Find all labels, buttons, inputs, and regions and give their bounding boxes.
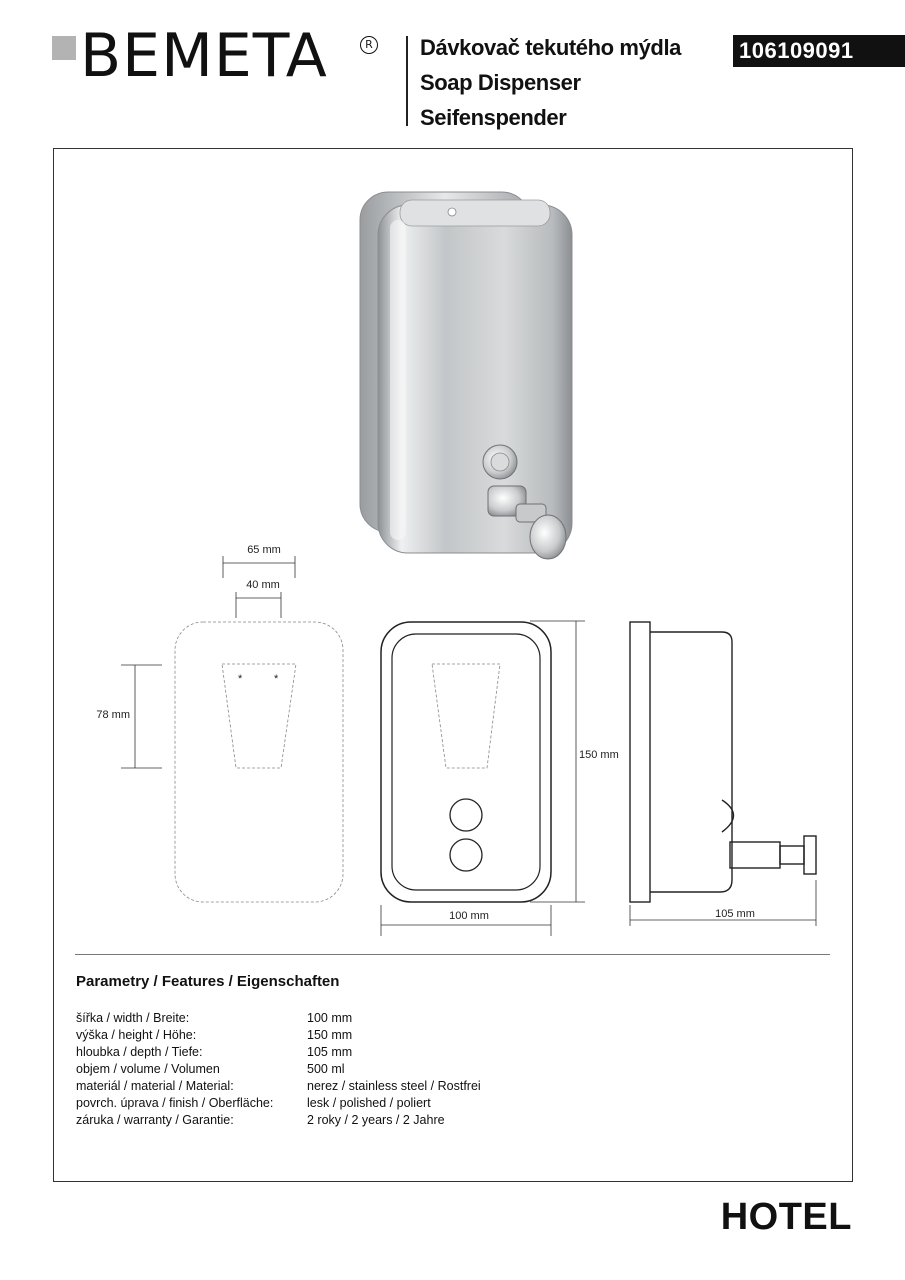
spec-row — [76, 1095, 481, 1112]
dim-100mm-label: 100 mm — [449, 910, 489, 922]
title-cs: Dávkovač tekutého mýdla — [420, 35, 682, 60]
dim-105mm-label: 105 mm — [715, 908, 755, 920]
spec-label: povrch. úprava / finish / Oberfläche: — [76, 1096, 274, 1110]
spec-row — [76, 1112, 481, 1129]
brand-logo: BEMETA — [80, 21, 328, 91]
title-en: Soap Dispenser — [420, 70, 581, 95]
spec-value: 150 mm — [307, 1028, 353, 1042]
category-label: HOTEL — [720, 1196, 852, 1238]
side-view — [630, 622, 816, 902]
screw-mark-left: * — [238, 673, 243, 685]
spec-label: objem / volume / Volumen — [76, 1062, 220, 1076]
features-separator — [75, 954, 830, 955]
dim-65mm-label: 65 mm — [247, 544, 281, 556]
front-view — [381, 622, 551, 902]
registered-mark: R — [360, 36, 378, 54]
spec-value: nerez / stainless steel / Rostfrei — [307, 1079, 481, 1093]
spec-table — [76, 1010, 481, 1129]
spec-value: 105 mm — [307, 1045, 353, 1059]
dim-150mm-label: 150 mm — [579, 749, 619, 761]
spec-value: 2 roky / 2 years / 2 Jahre — [307, 1113, 445, 1127]
dimension-65mm — [223, 556, 295, 578]
features-title: Parametry / Features / Eigenschaften — [76, 973, 340, 990]
spec-label: záruka / warranty / Garantie: — [76, 1113, 234, 1127]
spec-label: materiál / material / Material: — [76, 1079, 234, 1093]
spec-row — [76, 1044, 481, 1061]
title-de: Seifenspender — [420, 105, 567, 130]
product-photo — [360, 192, 572, 559]
spec-label: výška / height / Höhe: — [76, 1028, 197, 1042]
spec-label: šířka / width / Breite: — [76, 1011, 190, 1025]
product-code: 106109091 — [733, 35, 905, 67]
spec-value: 100 mm — [307, 1011, 353, 1025]
spec-row — [76, 1078, 481, 1095]
spec-row — [76, 1010, 481, 1027]
spec-label: hloubka / depth / Tiefe: — [76, 1045, 203, 1059]
spec-value: 500 ml — [307, 1062, 345, 1076]
screw-mark-right: * — [274, 673, 279, 685]
dimension-40mm — [236, 592, 281, 618]
dimension-150mm — [530, 621, 585, 902]
spec-row — [76, 1027, 481, 1044]
spec-value: lesk / polished / poliert — [307, 1096, 431, 1110]
dim-40mm-label: 40 mm — [246, 579, 280, 591]
dim-78mm-label: 78 mm — [96, 709, 130, 721]
back-plate-view — [175, 622, 343, 902]
spec-row — [76, 1061, 481, 1078]
